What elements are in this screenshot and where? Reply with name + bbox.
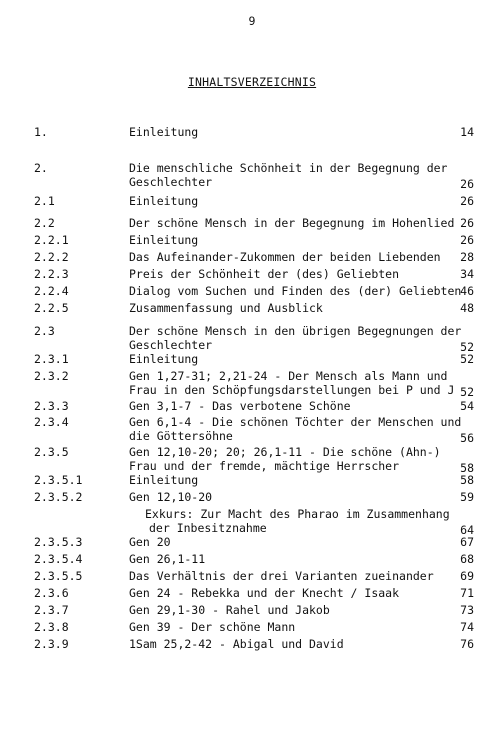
toc-entry-title-line: Gen 12,10-20; 20; 26,1-11 - Die schöne (Ahn-) [129, 445, 441, 459]
toc-entry-page: 52 [460, 385, 474, 399]
toc-entry-page: 73 [460, 603, 474, 617]
toc-entry-number: 2.3.4 [34, 415, 69, 429]
toc-entry-page: 68 [460, 552, 474, 566]
toc-entry-title-line: Gen 26,1-11 [129, 552, 206, 566]
toc-entry-page: 71 [460, 586, 474, 600]
toc-entry-number: 2. [34, 161, 48, 175]
toc-entry-title [129, 267, 461, 281]
toc-entry-page: 74 [460, 620, 474, 634]
toc-entry-title [129, 399, 461, 413]
toc-entry-page: 28 [460, 250, 474, 264]
toc-entry-title-line: die Göttersöhne [129, 429, 233, 443]
toc-entry-title [129, 552, 461, 566]
toc-entry-page: 56 [460, 431, 474, 445]
toc-entry-page: 46 [460, 284, 474, 298]
toc-entry-title [129, 445, 461, 473]
toc-entry-title-line: Der schöne Mensch in der Begegnung im Hohenlied [129, 216, 455, 230]
toc-entry-title-line: Exkurs: Zur Macht des Pharao im Zusammenhang [145, 507, 450, 521]
toc-entry-number: 2.3.6 [34, 586, 69, 600]
toc-entry-title-line: Frau und der fremde, mächtige Herrscher [129, 459, 400, 473]
toc-entry-title [129, 473, 461, 487]
toc-entry-number: 2.2.2 [34, 250, 69, 264]
toc-entry-number: 2.3.5.2 [34, 490, 83, 504]
toc-entry-page: 34 [460, 267, 474, 281]
toc-entry-number: 2.3.1 [34, 352, 69, 366]
toc-entry-number: 2.3.2 [34, 369, 69, 383]
toc-heading: INHALTSVERZEICHNIS [187, 75, 317, 89]
toc-entry-title [129, 490, 461, 504]
toc-entry-title-line: Das Aufeinander-Zukommen der beiden Liebenden [129, 250, 441, 264]
toc-entry-number: 1. [34, 125, 48, 139]
toc-entry-number: 2.3.5 [34, 445, 69, 459]
toc-entry-title-line: Zusammenfassung und Ausblick [129, 301, 323, 315]
toc-entry-number: 2.3.5.4 [34, 552, 83, 566]
toc-entry-number: 2.2.3 [34, 267, 69, 281]
toc-entry-page: 67 [460, 535, 474, 549]
toc-entry-page: 58 [460, 473, 474, 487]
toc-entry-title [129, 352, 461, 366]
toc-entry-title-line: Gen 29,1-30 - Rahel und Jakob [129, 603, 330, 617]
toc-entry-title-line: Geschlechter [129, 338, 213, 352]
toc-entry-page: 26 [460, 177, 474, 191]
toc-entry-title-line: Gen 3,1-7 - Das verbotene Schöne [129, 399, 351, 413]
toc-entry-number: 2.3.7 [34, 603, 69, 617]
toc-entry-title-line: Das Verhältnis der drei Varianten zueinander [129, 569, 434, 583]
toc-entry-title [129, 637, 461, 651]
toc-entry-page: 26 [460, 233, 474, 247]
toc-entry-title-line: Einleitung [129, 125, 199, 139]
toc-entry-title [129, 369, 461, 397]
toc-entry-title-line: Gen 12,10-20 [129, 490, 213, 504]
toc-entry-title-line: Der schöne Mensch in den übrigen Begegnungen der [129, 324, 462, 338]
toc-entry-title-line: Einleitung [129, 352, 199, 366]
toc-entry-title-line: Gen 39 - Der schöne Mann [129, 620, 296, 634]
page-number: 9 [248, 14, 256, 28]
toc-entry-page: 54 [460, 399, 474, 413]
toc-entry-title-line: Frau in den Schöpfungsdarstellungen bei P und J [129, 383, 455, 397]
toc-entry-number: 2.3.3 [34, 399, 69, 413]
toc-entry-page: 52 [460, 352, 474, 366]
toc-entry-page: 26 [460, 194, 474, 208]
toc-entry-page: 14 [460, 125, 474, 139]
toc-entry-page: 69 [460, 569, 474, 583]
toc-entry-title [129, 194, 461, 208]
toc-entry-title-line: Einleitung [129, 473, 199, 487]
toc-entry-number: 2.2.4 [34, 284, 69, 298]
toc-entry-title [129, 415, 461, 443]
toc-entry-page: 64 [460, 523, 474, 537]
toc-entry-title-line: der Inbesitznahme [149, 521, 267, 535]
toc-entry-number: 2.3.5.1 [34, 473, 83, 487]
toc-entry-page: 76 [460, 637, 474, 651]
toc-entry-title [129, 324, 461, 352]
toc-entry-number: 2.3 [34, 324, 55, 338]
toc-entry-title-line: Dialog vom Suchen und Finden des (der) Geliebten [129, 284, 462, 298]
toc-entry-title-line: Gen 1,27-31; 2,21-24 - Der Mensch als Mann und [129, 369, 448, 383]
toc-entry-number: 2.3.8 [34, 620, 69, 634]
toc-entry-title [129, 125, 461, 139]
toc-entry-title [129, 535, 461, 549]
toc-entry-title-line: Gen 24 - Rebekka und der Knecht / Isaak [129, 586, 400, 600]
toc-entry-number: 2.3.5.5 [34, 569, 83, 583]
toc-entry-title-line: Preis der Schönheit der (des) Geliebten [129, 267, 400, 281]
toc-entry-title [129, 161, 461, 189]
toc-entry-title-line: Einleitung [129, 194, 199, 208]
toc-entry-page: 58 [460, 461, 474, 475]
toc-entry-title [129, 603, 461, 617]
toc-entry-page: 26 [460, 216, 474, 230]
toc-entry-title [129, 250, 461, 264]
toc-entry-title-line: 1Sam 25,2-42 - Abigal und David [129, 637, 344, 651]
toc-entry-page: 52 [460, 340, 474, 354]
toc-entry-title [129, 507, 461, 535]
toc-entry-title [129, 586, 461, 600]
toc-entry-number: 2.1 [34, 194, 55, 208]
toc-entry-title-line: Gen 6,1-4 - Die schönen Töchter der Menschen und [129, 415, 462, 429]
toc-entry-number: 2.2.1 [34, 233, 69, 247]
toc-entry-title [129, 620, 461, 634]
toc-entry-page: 59 [460, 490, 474, 504]
toc-entry-title-line: Die menschliche Schönheit in der Begegnung der [129, 161, 448, 175]
toc-entry-number: 2.3.9 [34, 637, 69, 651]
toc-entry-title [129, 216, 461, 230]
toc-entry-title [129, 233, 461, 247]
toc-entry-title-line: Geschlechter [129, 175, 213, 189]
toc-entry-title [129, 301, 461, 315]
toc-entry-number: 2.2 [34, 216, 55, 230]
toc-entry-page: 48 [460, 301, 474, 315]
toc-entry-number: 2.3.5.3 [34, 535, 83, 549]
toc-entry-title-line: Gen 20 [129, 535, 171, 549]
toc-entry-title-line: Einleitung [129, 233, 199, 247]
toc-entry-title [129, 284, 461, 298]
toc-entry-title [129, 569, 461, 583]
toc-entry-number: 2.2.5 [34, 301, 69, 315]
